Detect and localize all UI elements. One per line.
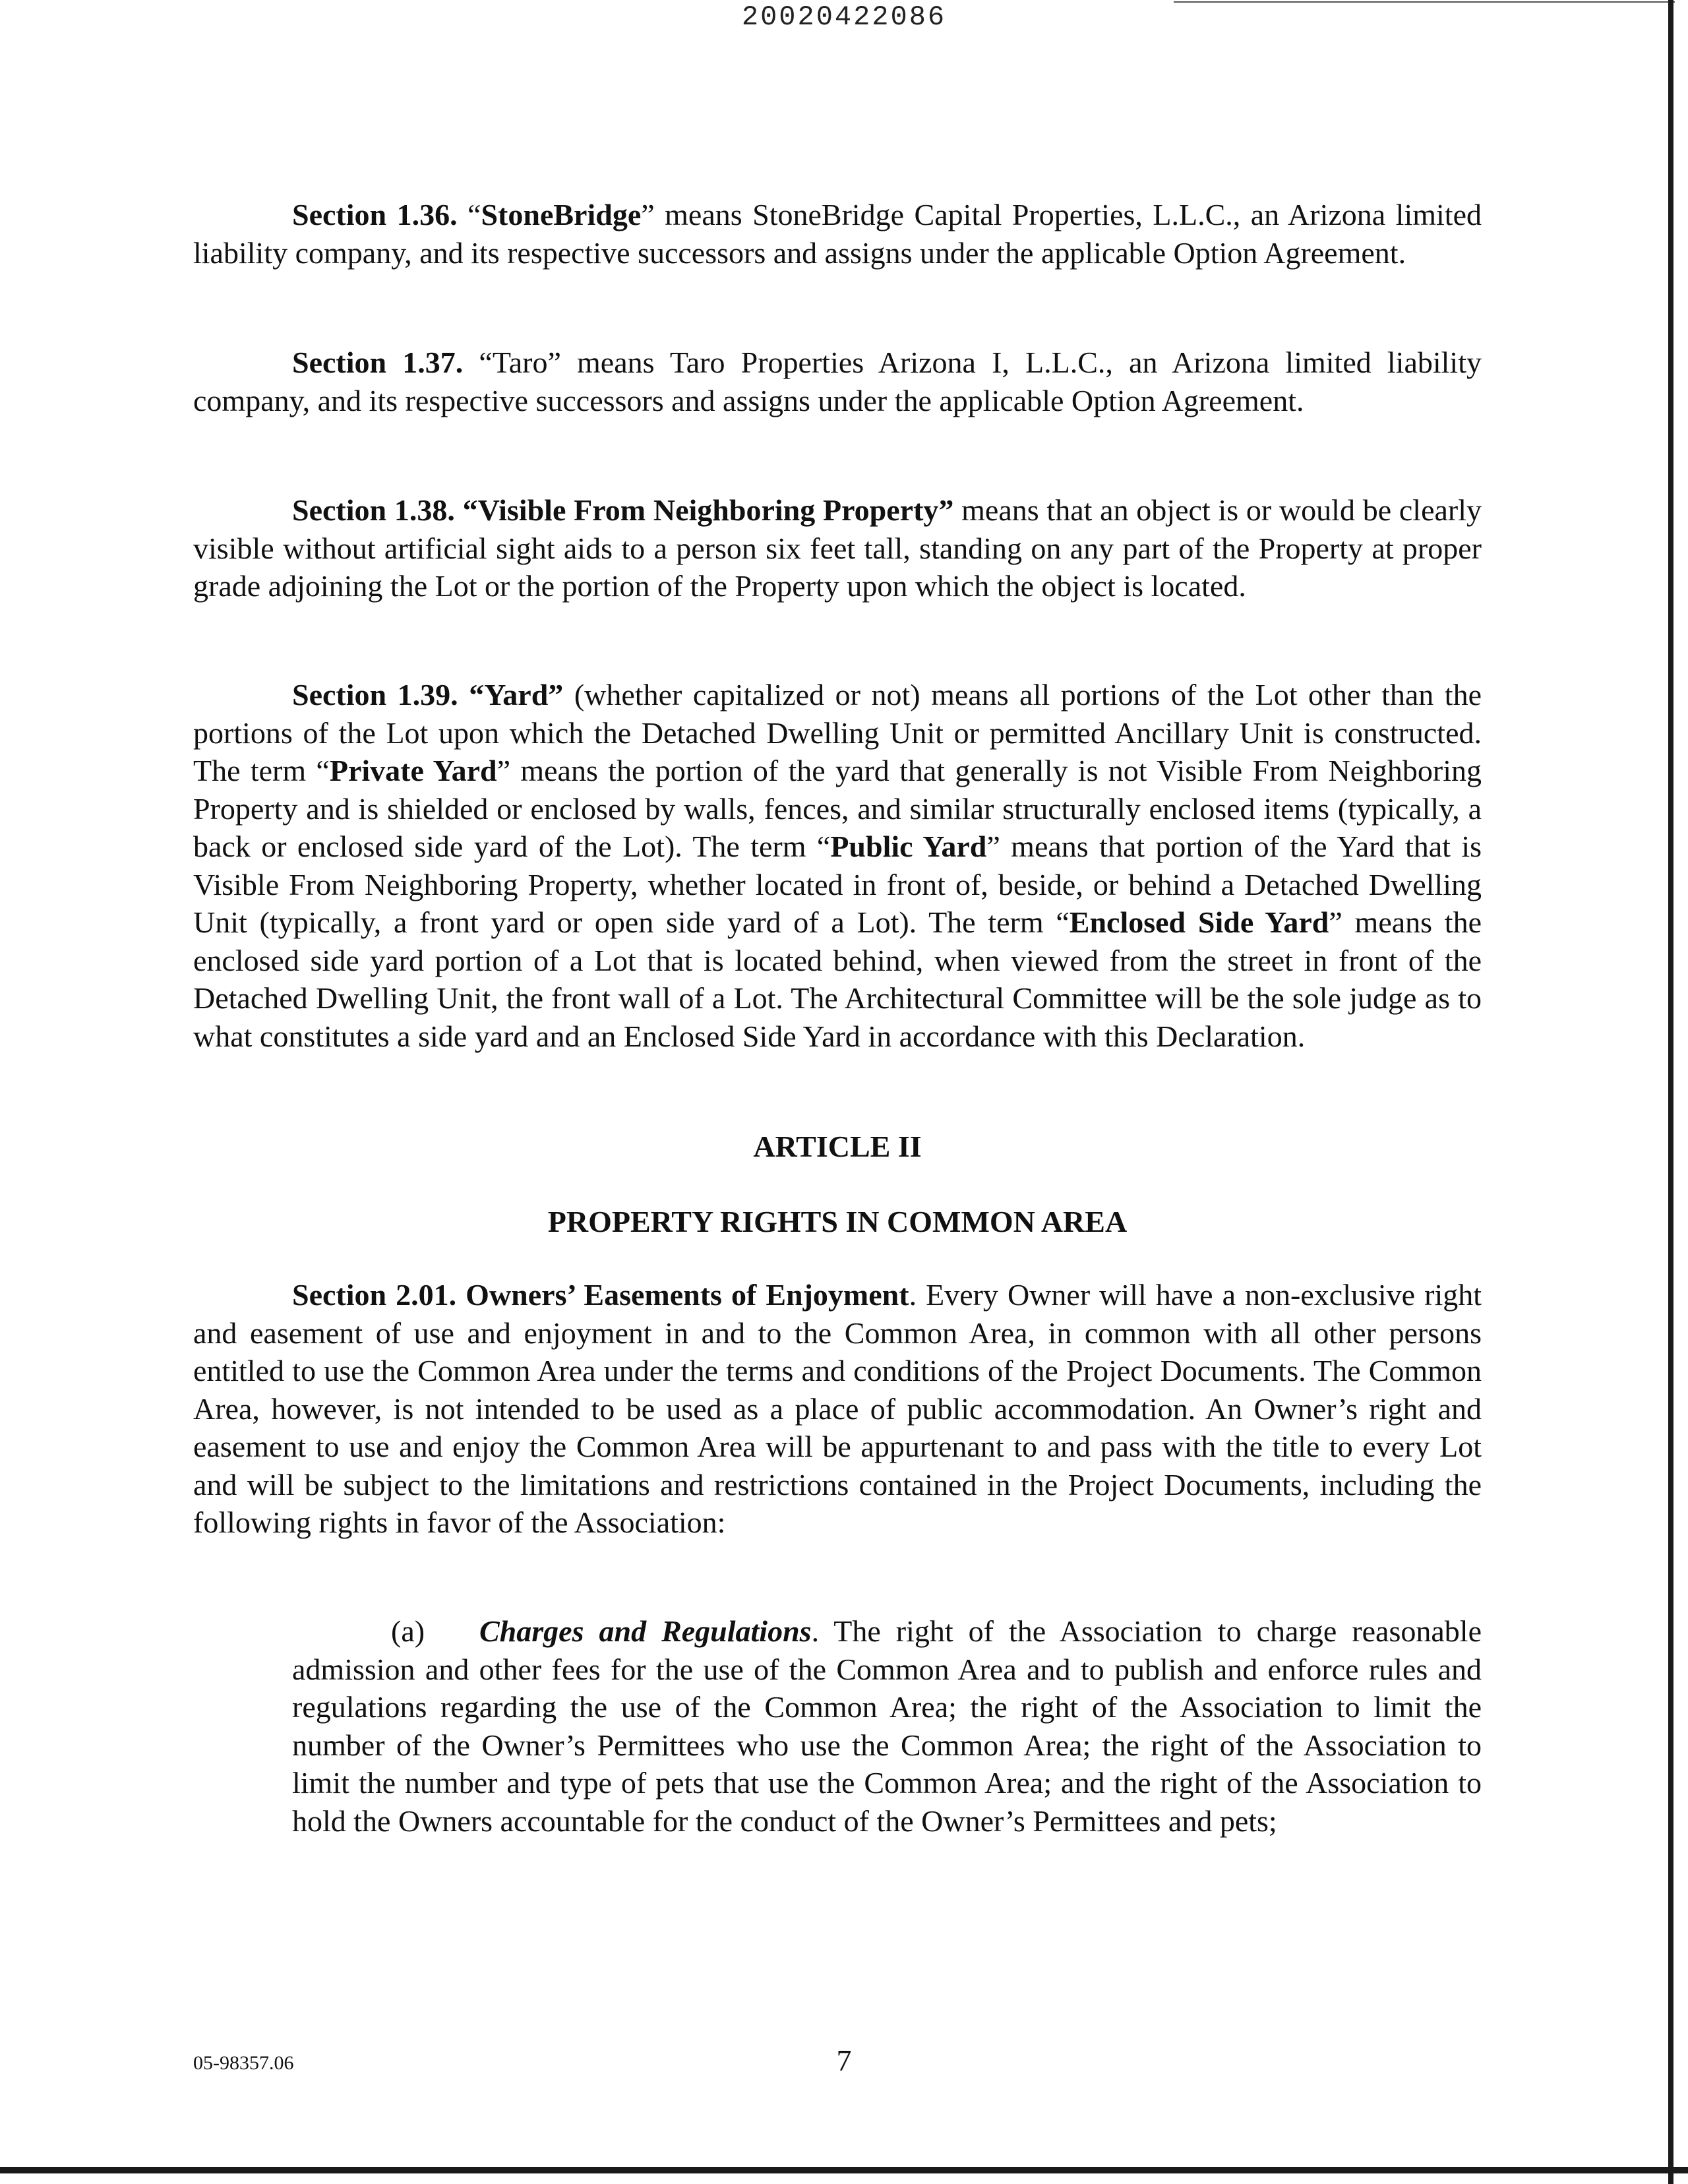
section-1-39: Section 1.39. “Yard” (whether capitalized or not) means all portions of the Lot other than the portions of the Lot upon which the Detached Dwelling Unit or permitted Ancillary Unit is constructed. The term “Private Yard” means the portion of the yard that generally is not Visible From Neighboring Property and is shielded or enclosed by walls, fences, and similar structurally enclosed items (typically, a back or enclosed side yard of the Lot). The term “Public Yard” means that portion of the Yard that is Visible From Neighboring Property, whether located in front of, beside, or behind a Detached Dwelling Unit (typically, a front yard or open side yard of a Lot). The term “Enclosed Side Yard” means the enclosed side yard portion of a Lot that is located behind, when viewed from the street in front of the Detached Dwelling Unit, the front wall of a Lot. The Architectural Committee will be the sole judge as to what constitutes a side yard and an Enclosed Side Yard in accordance with this Declaration. (193, 678, 1482, 1053)
article-number: ARTICLE II (753, 1130, 922, 1163)
scan-bottom-edge (0, 2167, 1688, 2173)
section-2-01: Section 2.01. Owners’ Easements of Enjoyment. Every Owner will have a non-exclusive right and easement of use and enjoyment in and to the Common Area, in common with all other persons entitled to use the Common Area under the terms and conditions of the Project Documents. The Common Area, however, is not intended to be used as a place of public accommodation. An Owner’s right and easement to use and enjoy the Common Area will be appurtenant to and pass with the title to every Lot and will be subject to the limitations and restrictions contained in the Project Documents, including the following rights in favor of the Association: (193, 1278, 1482, 1539)
defined-term: “Yard” (469, 678, 564, 712)
scan-right-edge (1668, 0, 1673, 2184)
defined-term: Private Yard (329, 754, 497, 787)
article-title: PROPERTY RIGHTS IN COMMON AREA (547, 1205, 1128, 1238)
subsection-title: Charges and Regulations (479, 1614, 812, 1648)
footer-document-ref: 05-98357.06 (193, 2052, 294, 2074)
section-label: Section 1.37. (292, 346, 464, 379)
section-label: Section 1.36. (292, 198, 458, 231)
defined-term: Public Yard (830, 830, 987, 863)
document-id: 20020422086 (741, 1, 947, 33)
subsection-a: (a) Charges and Regulations. The right of the Association to charge reasonable admission and other fees for the use of the Common Area and to publish and enforce rules and regulations regarding the use of the Common Area; the right of the Association to limit the number of the Owner’s Permittees who use the Common Area; the right of the Association to limit the number and type of pets that use the Common Area; and the right of the Association to hold the Owners accountable for the conduct of the Owner’s Permittees and pets; (292, 1612, 1482, 1840)
page-number: 7 (836, 2044, 852, 2077)
section-label: Section 1.39. (292, 678, 458, 712)
defined-term: “Visible From Neighboring Property” (462, 493, 954, 527)
section-1-38: Section 1.38. “Visible From Neighboring Property” means that an object is or would be clearly visible without artificial sight aids to a person six feet tall, standing on any part of the Property at proper grade adjoining the Lot or the portion of the Property upon which the object is located. (193, 493, 1482, 603)
section-label: Section 1.38. (292, 493, 455, 527)
subsection-marker: (a) (391, 1614, 425, 1648)
section-label: Section 2.01. Owners’ Easements of Enjoyment (292, 1278, 909, 1312)
section-1-36: Section 1.36. “StoneBridge” means StoneBridge Capital Properties, L.L.C., an Arizona limited liability company, and its respective successors and assigns under the applicable Option Agreement. (193, 198, 1482, 270)
defined-term: StoneBridge (481, 198, 642, 231)
section-1-37: Section 1.37. “Taro” means Taro Properties Arizona I, L.L.C., an Arizona limited liability company, and its respective successors and assigns under the applicable Option Agreement. (193, 346, 1482, 417)
defined-term: Enclosed Side Yard (1069, 905, 1329, 939)
